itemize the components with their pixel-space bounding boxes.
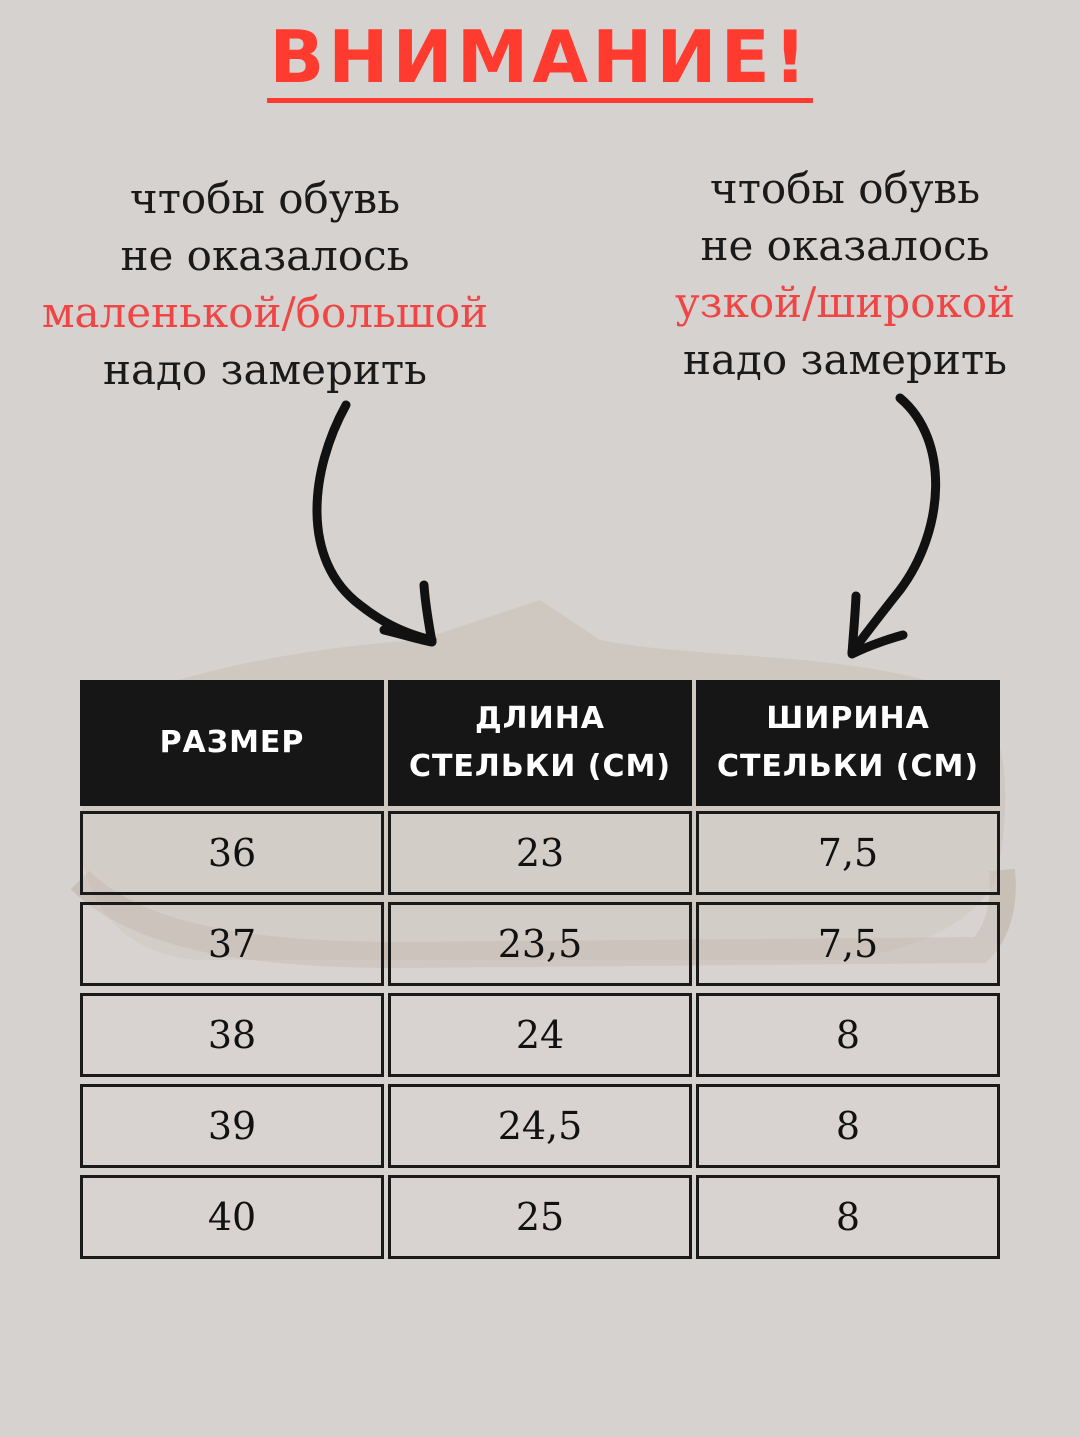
cell-insole-width: 8	[696, 993, 1000, 1077]
length-note-line4: надо замерить	[103, 345, 427, 394]
cell-insole-length: 24	[388, 993, 692, 1077]
cell-size: 36	[80, 811, 384, 895]
length-note	[20, 170, 510, 398]
header-insole-width-line2: СТЕЛЬКИ (СМ)	[716, 749, 980, 784]
header-insole-length-line2: СТЕЛЬКИ (СМ)	[408, 749, 672, 784]
length-note-highlight: маленькой/большой	[41, 288, 489, 337]
cell-size: 38	[80, 993, 384, 1077]
cell-insole-width: 8	[696, 1084, 1000, 1168]
width-note-line4: надо замерить	[683, 335, 1007, 384]
header-size-line1: РАЗМЕР	[159, 725, 305, 760]
header-insole-length	[388, 680, 692, 806]
warning-title	[0, 15, 1080, 103]
cell-size: 37	[80, 902, 384, 986]
cell-size: 40	[80, 1175, 384, 1259]
cell-insole-length: 23	[388, 811, 692, 895]
width-note-line2: не оказалось	[700, 221, 990, 270]
cell-insole-length: 25	[388, 1175, 692, 1259]
length-note-line2: не оказалось	[120, 231, 410, 280]
header-insole-length-line1: ДЛИНА	[474, 701, 606, 736]
length-note-line1: чтобы обувь	[129, 174, 401, 223]
header-insole-width	[696, 680, 1000, 806]
header-insole-width-line1: ШИРИНА	[766, 701, 930, 736]
width-note-line1: чтобы обувь	[709, 164, 981, 213]
cell-size: 39	[80, 1084, 384, 1168]
width-note	[600, 160, 1080, 388]
header-size	[80, 680, 384, 806]
cell-insole-length: 23,5	[388, 902, 692, 986]
title-text: ВНИМАНИЕ!	[267, 18, 812, 103]
width-note-highlight: узкой/широкой	[674, 278, 1016, 327]
cell-insole-width: 7,5	[696, 902, 1000, 986]
cell-insole-width: 8	[696, 1175, 1000, 1259]
cell-insole-length: 24,5	[388, 1084, 692, 1168]
cell-insole-width: 7,5	[696, 811, 1000, 895]
